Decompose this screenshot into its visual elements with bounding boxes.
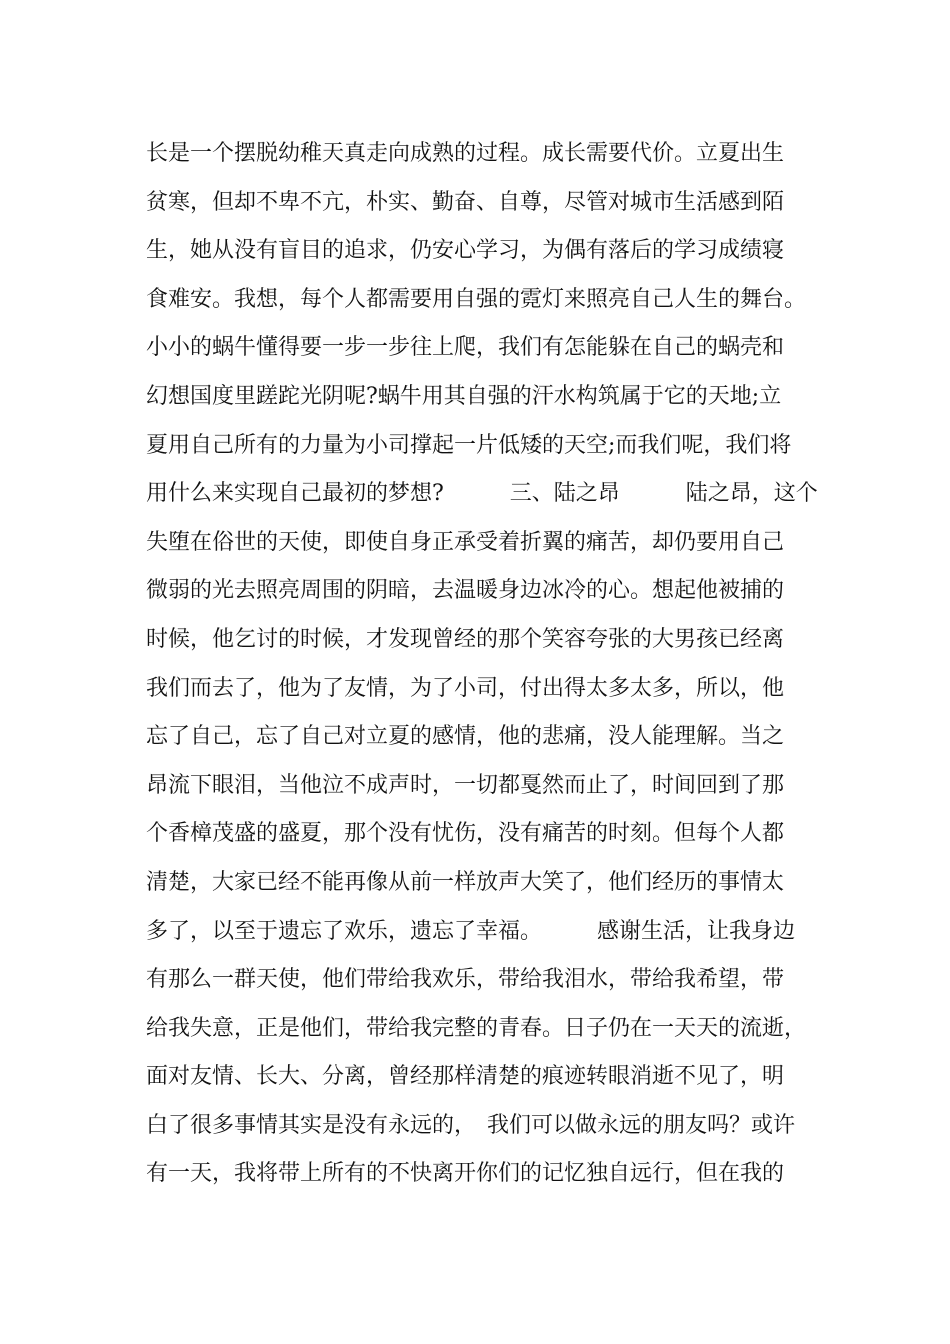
text-line: 清楚，大家已经不能再像从前一样放声大笑了，他们经历的事情太 <box>146 869 785 895</box>
text-line: 面对友情、长大、分离，曾经那样清楚的痕迹转眼消逝不见了，明 <box>146 1064 785 1090</box>
text-line: 忘了自己，忘了自己对立夏的感情，他的悲痛，没人能理解。当之 <box>146 724 785 750</box>
text-line: 个香樟茂盛的盛夏，那个没有忧伤，没有痛苦的时刻。但每个人都 <box>146 821 785 847</box>
text-line: 用什么来实现自己最初的梦想? 三、陆之昂 陆之昂，这个 <box>146 481 818 507</box>
text-line: 失堕在俗世的天使，即使自身正承受着折翼的痛苦，却仍要用自己 <box>146 529 785 555</box>
text-line: 白了很多事情其实是没有永远的， 我们可以做永远的朋友吗？或许 <box>146 1112 796 1138</box>
text-line: 给我失意，正是他们，带给我完整的青春。日子仍在一天天的流逝， <box>146 1015 807 1041</box>
text-line: 生，她从没有盲目的追求，仍安心学习，为偶有落后的学习成绩寝 <box>146 238 785 264</box>
text-line: 食难安。我想，每个人都需要用自强的霓灯来照亮自己人生的舞台。 <box>146 286 807 312</box>
text-line: 多了，以至于遗忘了欢乐，遗忘了幸福。 感谢生活，让我身边 <box>146 918 796 944</box>
text-line: 长是一个摆脱幼稚天真走向成熟的过程。成长需要代价。立夏出生 <box>146 141 785 166</box>
text-line: 我们而去了，他为了友情，为了小司，付出得太多太多，所以，他 <box>146 675 785 701</box>
body-text <box>146 130 836 1199</box>
text-line: 小小的蜗牛懂得要一步一步往上爬，我们有怎能躲在自己的蜗壳和 <box>146 335 785 361</box>
text-line: 昂流下眼泪，当他泣不成声时，一切都戛然而止了，时间回到了那 <box>146 772 785 798</box>
text-line: 贫寒，但却不卑不亢，朴实、勤奋、自尊，尽管对城市生活感到陌 <box>146 189 785 215</box>
text-line: 有一天，我将带上所有的不快离开你们的记忆独自远行，但在我的 <box>146 1161 785 1187</box>
text-line: 有那么一群天使，他们带给我欢乐，带给我泪水，带给我希望，带 <box>146 967 785 993</box>
text-line: 夏用自己所有的力量为小司撑起一片低矮的天空;而我们呢，我们将 <box>146 432 792 458</box>
text-line: 时候，他乞讨的时候，才发现曾经的那个笑容夸张的大男孩已经离 <box>146 626 785 652</box>
text-line: 微弱的光去照亮周围的阴暗，去温暖身边冰冷的心。想起他被捕的 <box>146 578 785 604</box>
text-line: 幻想国度里蹉跎光阴呢?蜗牛用其自强的汗水构筑属于它的天地;立 <box>146 383 782 409</box>
